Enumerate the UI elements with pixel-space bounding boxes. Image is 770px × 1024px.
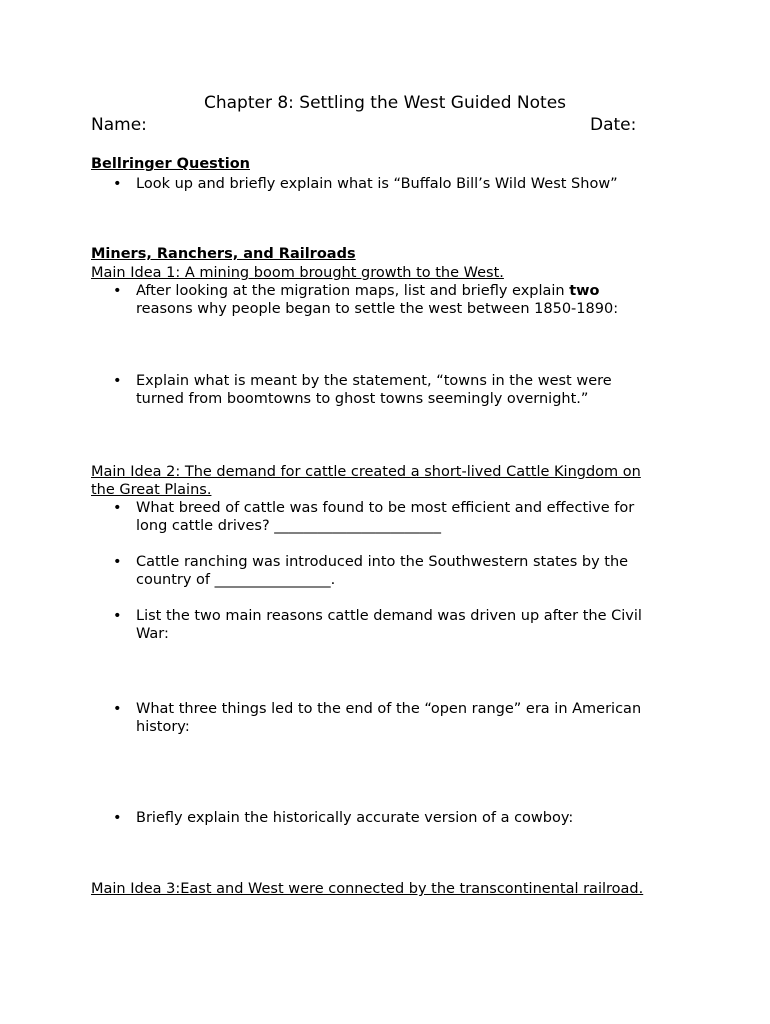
bullet-icon: • (113, 283, 122, 299)
bullet-text: Look up and briefly explain what is “Buffalo Bill’s Wild West Show” (136, 176, 618, 192)
main-idea-1: Main Idea 1: A mining boom brought growth to the West. (91, 265, 504, 281)
bullet-text-line: What breed of cattle was found to be most efficient and effective for (136, 500, 635, 516)
bullet-icon: • (113, 176, 122, 192)
bullet-text-line: After looking at the migration maps, list and briefly explain two (136, 283, 600, 299)
bullet-text-line: reasons why people began to settle the west between 1850-1890: (136, 301, 619, 317)
bullet-icon: • (113, 701, 122, 717)
bullet-icon: • (113, 373, 122, 389)
bullet-text-line: Cattle ranching was introduced into the Southwestern states by the (136, 554, 629, 570)
bullet-text-line: What three things led to the end of the “open range” era in American (136, 701, 642, 717)
bullet-icon: • (113, 500, 122, 516)
bullet-text-line: country of ________________. (136, 572, 336, 588)
bullet-text-line: List the two main reasons cattle demand was driven up after the Civil (136, 608, 642, 624)
bullet-text-line: Briefly explain the historically accurate version of a cowboy: (136, 810, 574, 826)
section-heading: Miners, Ranchers, and Railroads (91, 246, 356, 262)
emphasis-text: two (569, 283, 600, 299)
bullet-text-line: War: (136, 626, 169, 642)
bellringer-heading: Bellringer Question (91, 156, 250, 172)
date-label: Date: (590, 115, 637, 135)
bullet-text-line: Explain what is meant by the statement, “towns in the west were (136, 373, 612, 389)
bullet-text-line: long cattle drives? _______________________ (136, 518, 441, 534)
bullet-icon: • (113, 608, 122, 624)
bullet-icon: • (113, 554, 122, 570)
main-idea-3: Main Idea 3:East and West were connected by the transcontinental railroad. (91, 881, 644, 897)
bullet-text-line: turned from boomtowns to ghost towns seemingly overnight.” (136, 391, 589, 407)
page-title: Chapter 8: Settling the West Guided Notes (203, 93, 567, 113)
main-idea-2: Main Idea 2: The demand for cattle created a short-lived Cattle Kingdom on the Great Plains. (91, 464, 641, 498)
bullet-icon: • (113, 810, 122, 826)
bullet-text-line: history: (136, 719, 190, 735)
name-label: Name: (91, 115, 147, 135)
